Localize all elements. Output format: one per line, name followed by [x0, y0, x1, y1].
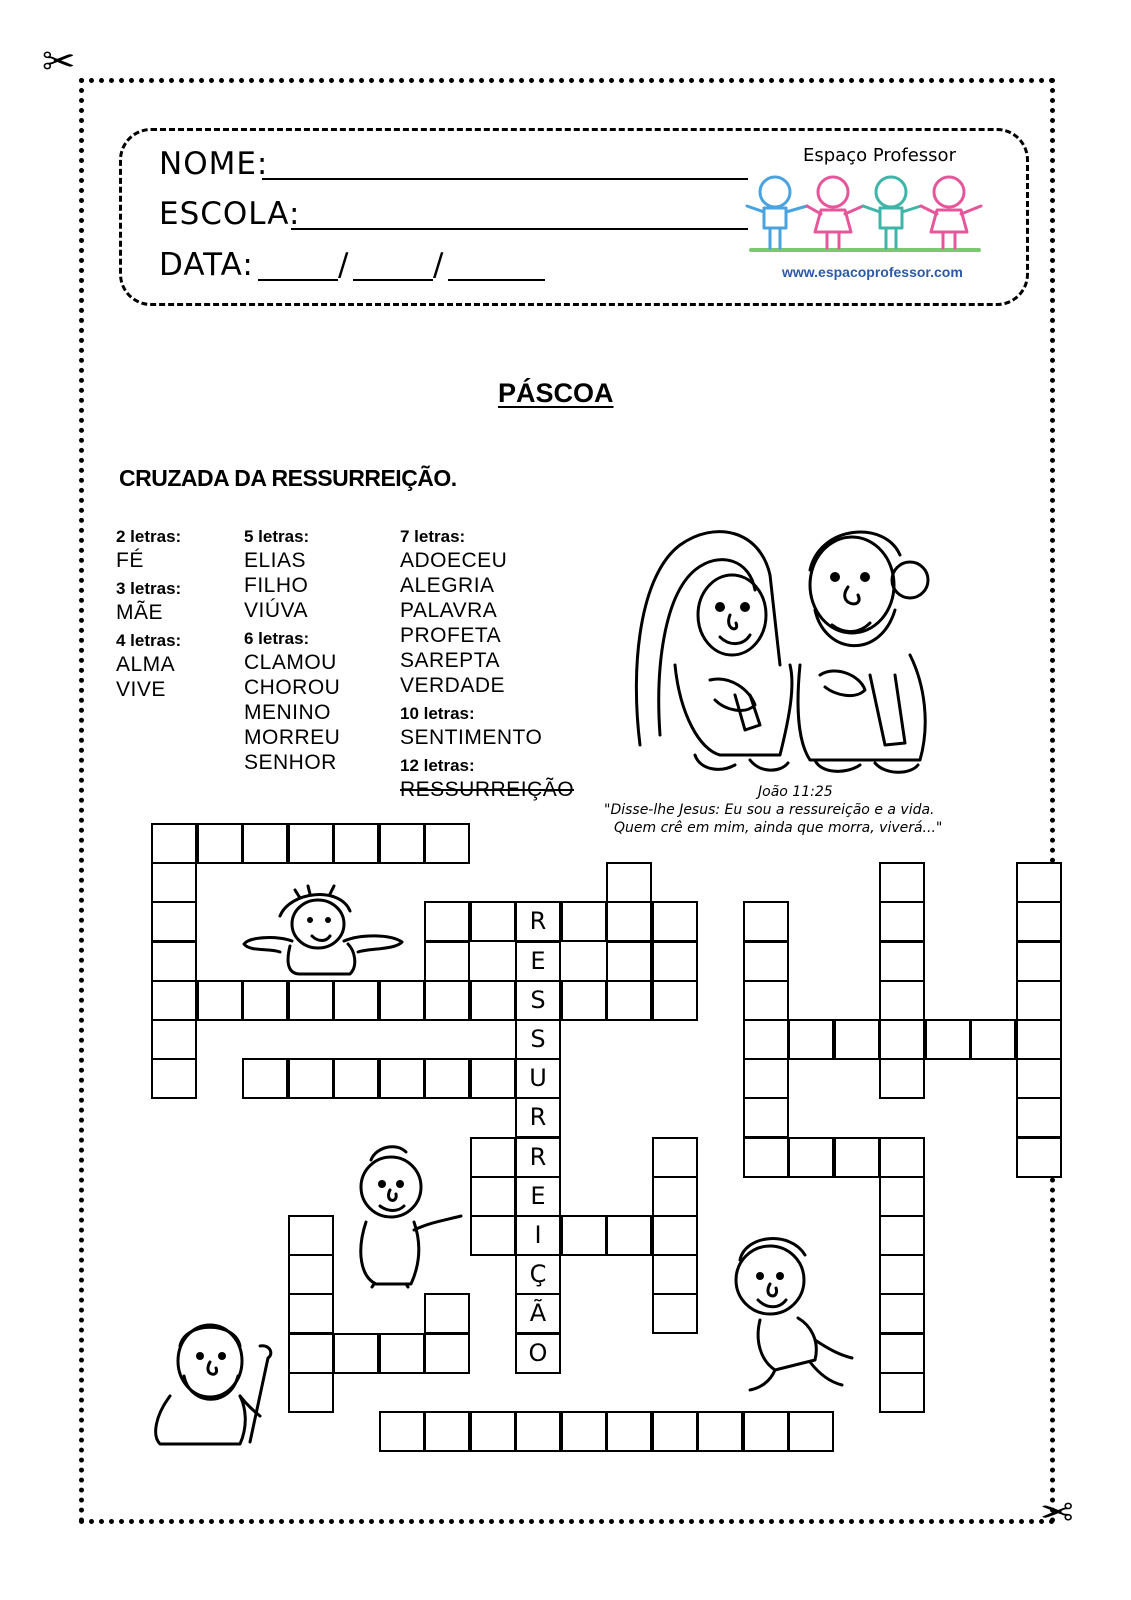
crossword-cell[interactable]: [424, 823, 470, 864]
crossword-cell[interactable]: [561, 901, 607, 942]
crossword-cell[interactable]: [470, 1215, 516, 1256]
crossword-cell[interactable]: [1016, 1019, 1062, 1060]
word-list-item: VERDADE: [400, 674, 506, 697]
bible-reference: João 11:25: [758, 784, 833, 800]
crossword-cell[interactable]: [606, 901, 652, 942]
crossword-cell[interactable]: [151, 941, 197, 982]
scissors-icon: ✂: [42, 39, 76, 85]
date-day-field[interactable]: [258, 279, 338, 281]
crossword-cell[interactable]: [1016, 862, 1062, 903]
crossword-cell[interactable]: [743, 1097, 789, 1138]
crossword-cell[interactable]: [151, 823, 197, 864]
crossword-cell[interactable]: [1016, 901, 1062, 942]
prefilled-letter: S: [530, 985, 546, 1014]
prefilled-letter: R: [529, 1142, 547, 1171]
brand-url: www.espacoprofessor.com: [782, 264, 963, 280]
word-group-heading: 7 letras:: [400, 527, 466, 546]
crossword-cell[interactable]: [379, 823, 425, 864]
crossword-cell[interactable]: [470, 1176, 516, 1217]
word-list-column-1: [116, 526, 181, 702]
crossword-cell[interactable]: [424, 1293, 470, 1334]
crossword-cell[interactable]: [470, 1058, 516, 1099]
crossword-cell[interactable]: [197, 980, 243, 1021]
crossword-cell[interactable]: [879, 1293, 925, 1334]
brand-name: Espaço Professor: [803, 145, 956, 166]
crossword-cell[interactable]: [606, 1411, 652, 1452]
crossword-cell[interactable]: [151, 901, 197, 942]
crossword-cell[interactable]: [151, 1019, 197, 1060]
couple-illustration: [620, 515, 980, 780]
word-group-heading: 6 letras:: [244, 629, 310, 648]
prefilled-letter: Ç: [529, 1260, 547, 1289]
crossword-cell[interactable]: [788, 1019, 834, 1060]
boy-pointing-illustration: [336, 1142, 466, 1287]
crossword-cell[interactable]: [606, 1215, 652, 1256]
crossword-cell[interactable]: [1016, 1097, 1062, 1138]
word-group-heading: 10 letras:: [400, 704, 475, 723]
crossword-cell[interactable]: [1016, 1058, 1062, 1099]
crossword-cell[interactable]: [879, 941, 925, 982]
bible-quote-line-2: Quem crê em mim, ainda que morra, viverá...": [614, 820, 943, 836]
old-man-illustration: [140, 1316, 290, 1446]
prefilled-letter: Ã: [529, 1299, 547, 1328]
word-list-item: ALMA: [116, 653, 176, 676]
crossword-cell[interactable]: [561, 1215, 607, 1256]
crossword-cell[interactable]: [197, 823, 243, 864]
crossword-cell[interactable]: [788, 1137, 834, 1178]
prefilled-letter: U: [529, 1064, 547, 1093]
crossword-cell[interactable]: [879, 1058, 925, 1099]
crossword-cell[interactable]: [424, 1411, 470, 1452]
crossword-cell[interactable]: [151, 980, 197, 1021]
crossword-cell[interactable]: [879, 1215, 925, 1256]
crossword-cell[interactable]: [379, 1333, 425, 1374]
boy-walking-illustration: [720, 1230, 860, 1395]
date-separator: /: [433, 247, 445, 283]
word-list-item: VIVE: [116, 678, 166, 701]
word-group-heading: 2 letras:: [116, 527, 182, 546]
crossword-cell[interactable]: [743, 1137, 789, 1178]
page-title: PÁSCOA: [498, 378, 614, 408]
word-list-item: ELIAS: [244, 549, 307, 572]
date-year-field[interactable]: [448, 279, 545, 281]
word-list-item: CLAMOU: [244, 651, 337, 674]
crossword-cell[interactable]: [288, 1254, 334, 1295]
crossword-cell[interactable]: [379, 1411, 425, 1452]
crossword-cell[interactable]: [879, 1333, 925, 1374]
crossword-cell[interactable]: [561, 1411, 607, 1452]
crossword-cell[interactable]: [151, 862, 197, 903]
crossword-cell[interactable]: [743, 941, 789, 982]
crossword-cell[interactable]: [333, 1058, 379, 1099]
crossword-cell[interactable]: [606, 862, 652, 903]
crossword-cell[interactable]: [424, 901, 470, 942]
crossword-cell[interactable]: [424, 980, 470, 1021]
crossword-cell[interactable]: [652, 980, 698, 1021]
word-list-item: FILHO: [244, 574, 309, 597]
crossword-cell[interactable]: [652, 1137, 698, 1178]
date-month-field[interactable]: [353, 279, 433, 281]
nome-field[interactable]: [262, 178, 748, 180]
crossword-cell[interactable]: [288, 1372, 334, 1413]
crossword-cell[interactable]: [743, 901, 789, 942]
crossword-cell[interactable]: [333, 823, 379, 864]
crossword-cell[interactable]: [743, 1411, 789, 1452]
crossword-cell[interactable]: [288, 823, 334, 864]
crossword-cell[interactable]: [151, 1058, 197, 1099]
crossword-cell[interactable]: [743, 1058, 789, 1099]
crossword-cell[interactable]: [288, 980, 334, 1021]
crossword-cell[interactable]: [879, 1137, 925, 1178]
crossword-subtitle: CRUZADA DA RESSURREIÇÃO.: [119, 465, 457, 491]
word-group-heading: 3 letras:: [116, 579, 182, 598]
word-group-heading: 5 letras:: [244, 527, 310, 546]
crossword-cell[interactable]: [288, 1058, 334, 1099]
crossword-cell[interactable]: [470, 1411, 516, 1452]
crossword-cell[interactable]: [561, 980, 607, 1021]
word-group-heading: 4 letras:: [116, 631, 182, 650]
crossword-cell[interactable]: [288, 1293, 334, 1334]
crossword-cell[interactable]: [652, 1411, 698, 1452]
crossword-cell[interactable]: [879, 862, 925, 903]
crossword-cell[interactable]: [242, 980, 288, 1021]
crossword-cell[interactable]: [879, 1372, 925, 1413]
crossword-cell[interactable]: [1016, 1137, 1062, 1178]
word-list-item: SENTIMENTO: [400, 726, 543, 749]
word-list-item: SENHOR: [244, 751, 337, 774]
data-label: DATA:: [159, 247, 254, 283]
crossword-cell[interactable]: [743, 980, 789, 1021]
prefilled-letter: I: [534, 1221, 542, 1249]
word-list-column-3: [400, 526, 574, 802]
crossword-cell[interactable]: [1016, 980, 1062, 1021]
word-list-column-2: [244, 526, 340, 775]
crossword-cell[interactable]: [333, 1333, 379, 1374]
crossword-cell[interactable]: [424, 941, 470, 982]
word-group-heading: 12 letras:: [400, 756, 475, 775]
crossword-cell[interactable]: [925, 1019, 971, 1060]
crossword-cell[interactable]: [970, 1019, 1016, 1060]
crossword-cell[interactable]: [606, 980, 652, 1021]
crossword-cell[interactable]: [834, 1019, 880, 1060]
prefilled-letter: R: [529, 1103, 547, 1132]
crossword-cell[interactable]: [652, 1215, 698, 1256]
kids-logo: [745, 170, 985, 258]
word-list-item: PROFETA: [400, 624, 502, 647]
word-list-item: MORREU: [244, 726, 341, 749]
crossword-cell[interactable]: [834, 1137, 880, 1178]
scissors-icon: ✂: [1040, 1487, 1074, 1533]
crossword-cell[interactable]: [333, 980, 379, 1021]
prefilled-letter: E: [530, 946, 546, 975]
escola-field[interactable]: [291, 228, 748, 230]
crossword-cell[interactable]: [743, 1019, 789, 1060]
word-list-item: FÉ: [116, 549, 144, 572]
prefilled-letter: O: [528, 1338, 548, 1367]
word-list-item: VIÚVA: [244, 599, 308, 622]
prefilled-letter: R: [529, 907, 547, 936]
word-list-item: SAREPTA: [400, 649, 500, 672]
crossword-cell[interactable]: [1016, 941, 1062, 982]
crossword-cell[interactable]: [288, 1215, 334, 1256]
crossword-cell[interactable]: [470, 1137, 516, 1178]
crossword-cell[interactable]: [652, 1254, 698, 1295]
crossword-cell[interactable]: [515, 1411, 561, 1452]
crossword-cell[interactable]: [652, 941, 698, 982]
crossword-cell[interactable]: [242, 1058, 288, 1099]
crying-woman-illustration: [240, 886, 410, 976]
bible-quote-line-1: "Disse-lhe Jesus: Eu sou a ressureição e a vida.: [604, 802, 935, 818]
word-list-item: PALAVRA: [400, 599, 498, 622]
crossword-cell[interactable]: [424, 1058, 470, 1099]
crossword-cell[interactable]: [879, 901, 925, 942]
word-list-item: MÃE: [116, 601, 164, 624]
prefilled-letter: E: [530, 1181, 546, 1210]
crossword-cell[interactable]: [379, 980, 425, 1021]
crossword-cell[interactable]: [606, 941, 652, 982]
crossword-cell[interactable]: [697, 1411, 743, 1452]
crossword-cell[interactable]: [879, 980, 925, 1021]
word-list-item: MENINO: [244, 701, 331, 724]
crossword-cell[interactable]: [879, 1019, 925, 1060]
crossword-cell[interactable]: [288, 1333, 334, 1374]
word-list-item: ALEGRIA: [400, 574, 495, 597]
date-separator: /: [338, 247, 350, 283]
crossword-cell[interactable]: [652, 1293, 698, 1334]
escola-label: ESCOLA:: [159, 196, 301, 232]
crossword-cell[interactable]: [788, 1411, 834, 1452]
nome-label: NOME:: [159, 146, 269, 182]
word-list-item: CHOROU: [244, 676, 341, 699]
prefilled-letter: S: [530, 1025, 546, 1053]
word-list-item-done: RESSURREIÇÃO: [400, 778, 575, 801]
crossword-cell[interactable]: [424, 1333, 470, 1374]
crossword-cell[interactable]: [379, 1058, 425, 1099]
crossword-cell[interactable]: [879, 1176, 925, 1217]
crossword-cell[interactable]: [470, 980, 516, 1021]
crossword-cell[interactable]: [470, 901, 516, 942]
crossword-cell[interactable]: [652, 901, 698, 942]
crossword-cell[interactable]: [242, 823, 288, 864]
word-list-item: ADOECEU: [400, 549, 508, 572]
crossword-cell[interactable]: [879, 1254, 925, 1295]
crossword-cell[interactable]: [652, 1176, 698, 1217]
